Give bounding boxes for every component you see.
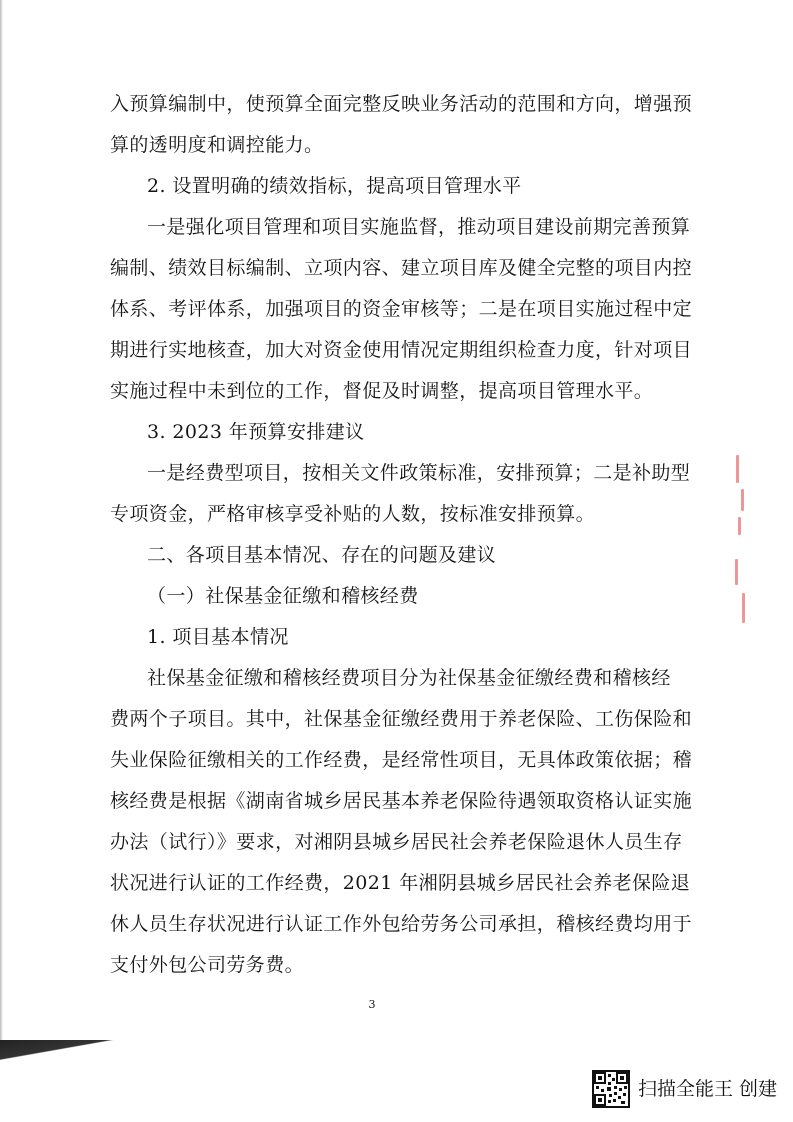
body-line-1: 入预算编制中，使预算全面完整反映业务活动的范围和方向，增强预 xyxy=(110,93,693,115)
red-stamp-bleed xyxy=(732,455,752,635)
body-line-16: 费两个子项目。其中，社保基金征缴经费用于养老保险、工伤保险和 xyxy=(110,708,693,730)
body-line-17: 失业保险征缴相关的工作经费，是经常性项目，无具体政策依据；稽 xyxy=(110,749,693,771)
body-line-18: 核经费是根据《湖南省城乡居民基本养老保险待遇领取资格认证实施 xyxy=(110,790,693,812)
body-line-10: 一是经费型项目，按相关文件政策标准，安排预算；二是补助型 xyxy=(147,462,691,484)
body-line-4: 一是强化项目管理和项目实施监督，推动项目建设前期完善预算 xyxy=(147,216,691,238)
body-line-7: 期进行实地核查，加大对资金使用情况定期组织检查力度，针对项目 xyxy=(110,339,693,361)
body-line-22: 支付外包公司劳务费。 xyxy=(110,954,305,976)
body-line-21: 休人员生存状况进行认证工作外包给劳务公司承担，稽核经费均用于 xyxy=(110,913,693,935)
scan-edge-shadow xyxy=(0,0,3,1040)
section-heading-3: 3. 2023 年预算安排建议 xyxy=(147,421,365,443)
body-line-20: 状况进行认证的工作经费，2021 年湘阴县城乡居民社会养老保险退 xyxy=(110,872,691,894)
body-line-8: 实施过程中未到位的工作，督促及时调整，提高项目管理水平。 xyxy=(110,380,654,402)
body-line-5: 编制、绩效目标编制、立项内容、建立项目库及健全完整的项目内控 xyxy=(110,257,693,279)
page-number: 3 xyxy=(368,998,376,1011)
item-heading: 1. 项目基本情况 xyxy=(147,626,289,648)
chapter-heading: 二、各项目基本情况、存在的问题及建议 xyxy=(147,544,497,566)
body-line-19: 办法（试行）》要求，对湘阴县城乡居民社会养老保险退休人员生存 xyxy=(110,831,683,853)
body-line-15: 社保基金征缴和稽核经费项目分为社保基金征缴经费和稽核经 xyxy=(147,667,671,689)
subsection-heading: （一）社保基金征缴和稽核经费 xyxy=(147,585,419,607)
scan-corner-shadow xyxy=(0,1040,140,1122)
qr-code-icon xyxy=(592,1070,630,1108)
scanner-watermark-text: 扫描全能王 创建 xyxy=(638,1078,778,1100)
section-heading-2: 2. 设置明确的绩效指标，提高项目管理水平 xyxy=(147,175,522,197)
body-line-6: 体系、考评体系，加强项目的资金审核等；二是在项目实施过程中定 xyxy=(110,298,693,320)
body-line-2: 算的透明度和调控能力。 xyxy=(110,134,324,156)
body-line-11: 专项资金，严格审核享受补贴的人数，按标准安排预算。 xyxy=(110,503,596,525)
